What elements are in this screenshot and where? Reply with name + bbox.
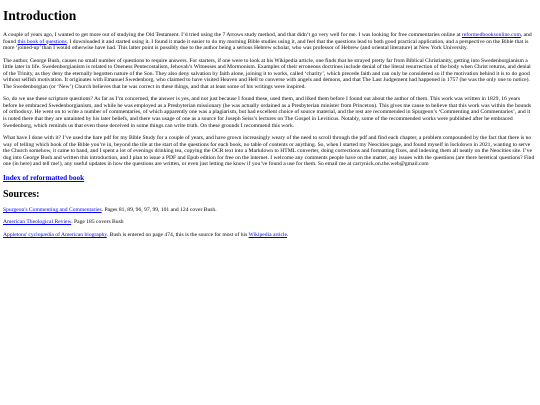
- source-item-2: [3, 219, 535, 226]
- sources-heading: Sources:: [3, 188, 40, 200]
- page-title: Introduction: [3, 8, 77, 23]
- source-item-1: [3, 207, 535, 214]
- source-3-text-b: .: [287, 231, 289, 238]
- intro-text-1c: . I downloaded it and started using it. I found it made it easier to do my morning Bible studies using it, and feel that the questions lead to both good practical application, and a perspective on the Bible that is more ‘joined-up’ than I would otherwise have had. This latter point is possibly due to the author being a serious Hebrew scholar, who was professor of Hebrew (and oriental literature) at New York University.: [3, 38, 529, 52]
- spurgeon-link[interactable]: Spurgeon's Commenting and Commentaries: [3, 206, 102, 213]
- intro-paragraph-4: What have I done with it? I’ve used the bare pdf for my Bible Study for a couple of years, and have grown increasingly weary of the need to scroll through the pdf and find each chapter, a problem compounded by the fact that there is no way of telling which book of the Bible you’re in, beyond the tile at the start of the questions for each book, no table of contents or anything. So, when I started my Neocities page, and found myself in lockdown in 2021, wanting to serve the Church somehow, it came to hand, and I spent a lot of evenings drinking tea, copying the OCR text into a Markdown to HTML converter, doing corrections and formatting fixes, and indexing them all neatly on the Neocities site. I’ve dug into George Bush and written this introduction, and I plan to issue a PDF and Epub edition for free on the internet. I welcome any comments people have on the matter, any issues with the questions (are there heretical questions? Find one (in here) and tell me!), any useful updates in how the questions are written, or even just letting me know if you’ve found a use for them. So email me at carrynick.on.the.web@gmail.com: [3, 135, 535, 168]
- intro-paragraph-3: So, do we use these scripture questions? As far as I’m concerned, the answer is yes, and not just because I found these, used them, and liked them before I found out about the author of them. This work was written in 1829, 16 years before he embraced Swedenborgianism, and while he was employed as a Presbyterian missionary (he was actually ordained as a Presbyterian minister from Princeton). This gives me cause to believe that this work was within the bounds of orthodoxy. He went on to write a number of commentaries, of which apparently one was a plagiarism, but had excellent choice of source material, and the rest are recommended in Spurgeon’s ‘Commenting and Commentaries’, and it is noted there that they are untainted by his later beliefs, and there was usage of one as a source for Joseph Seiss’s lectures on The Gospel in Leviticus. Notably, some of the recommended works were published after he embraced Swedenborg, which reminds us that even those deceived in some things can write truth. On these grounds I recommend this work.: [3, 96, 532, 129]
- source-3-text-a: . Bush is entered on page 474, this is the source for most of his: [106, 231, 249, 238]
- intro-paragraph-1: [3, 32, 535, 52]
- wikipedia-link[interactable]: Wikipedia article: [248, 231, 287, 238]
- source-item-3: [3, 232, 535, 239]
- index-heading: [3, 174, 535, 183]
- reformedbooks-link[interactable]: reformedbooksonline.com: [461, 32, 521, 38]
- source-1-text: . Pages 81, 89, 96, 97, 99, 101 and 124 cover Bush.: [101, 206, 217, 213]
- appletons-link[interactable]: Appletons' cyclopædia of American biography: [3, 231, 107, 238]
- intro-text-1b: , and found: [3, 32, 532, 45]
- theological-review-link[interactable]: American Theological Review: [3, 219, 72, 226]
- book-of-questions-link[interactable]: this book of questions: [17, 38, 67, 45]
- index-link[interactable]: Index of reformatted book: [3, 173, 85, 182]
- intro-text-1a: A couple of years ago, I wanted to get more out of studying the Old Testament. I’d tried using the 7 Arrows study method, and that didn’t go very well for me. I was looking for free commentaries online at: [3, 32, 462, 38]
- intro-paragraph-2: The author, George Bush, causes no small number of questions to require answers. For starters, if one were to look at his Wikipedia article, one finds that he strayed pretty far from Biblical Christianity, getting into Swedenborgianism a little later in life. Swedenborgianism is related to Oneness Pentecostalism, Jehovah’s Witnesses and Mormonism. Examples of their erroneous doctrines include denial of the literal resurrection of the body when Christ returns, and denial of the Trinity, as they deny the eternally begotten nature of the Son. They also deny salvation by faith alone, joining it to works, called ‘charity’, which precede faith and can only be considered so if the motivation behind it is to do good without selfish motivation. It originates with Emanuel Swedenborg, who claimed to have visited Heaven and Hell to converse with angels and demons, and that The Last Judgement had happened in 1757 (he was the only one to notice). The Swedenborgian (or ‘New’) Church believes that he was correct in these things, and that at least some of his writings were inspired.: [3, 57, 531, 90]
- source-2-text: . Page 185 covers Bush: [71, 219, 124, 226]
